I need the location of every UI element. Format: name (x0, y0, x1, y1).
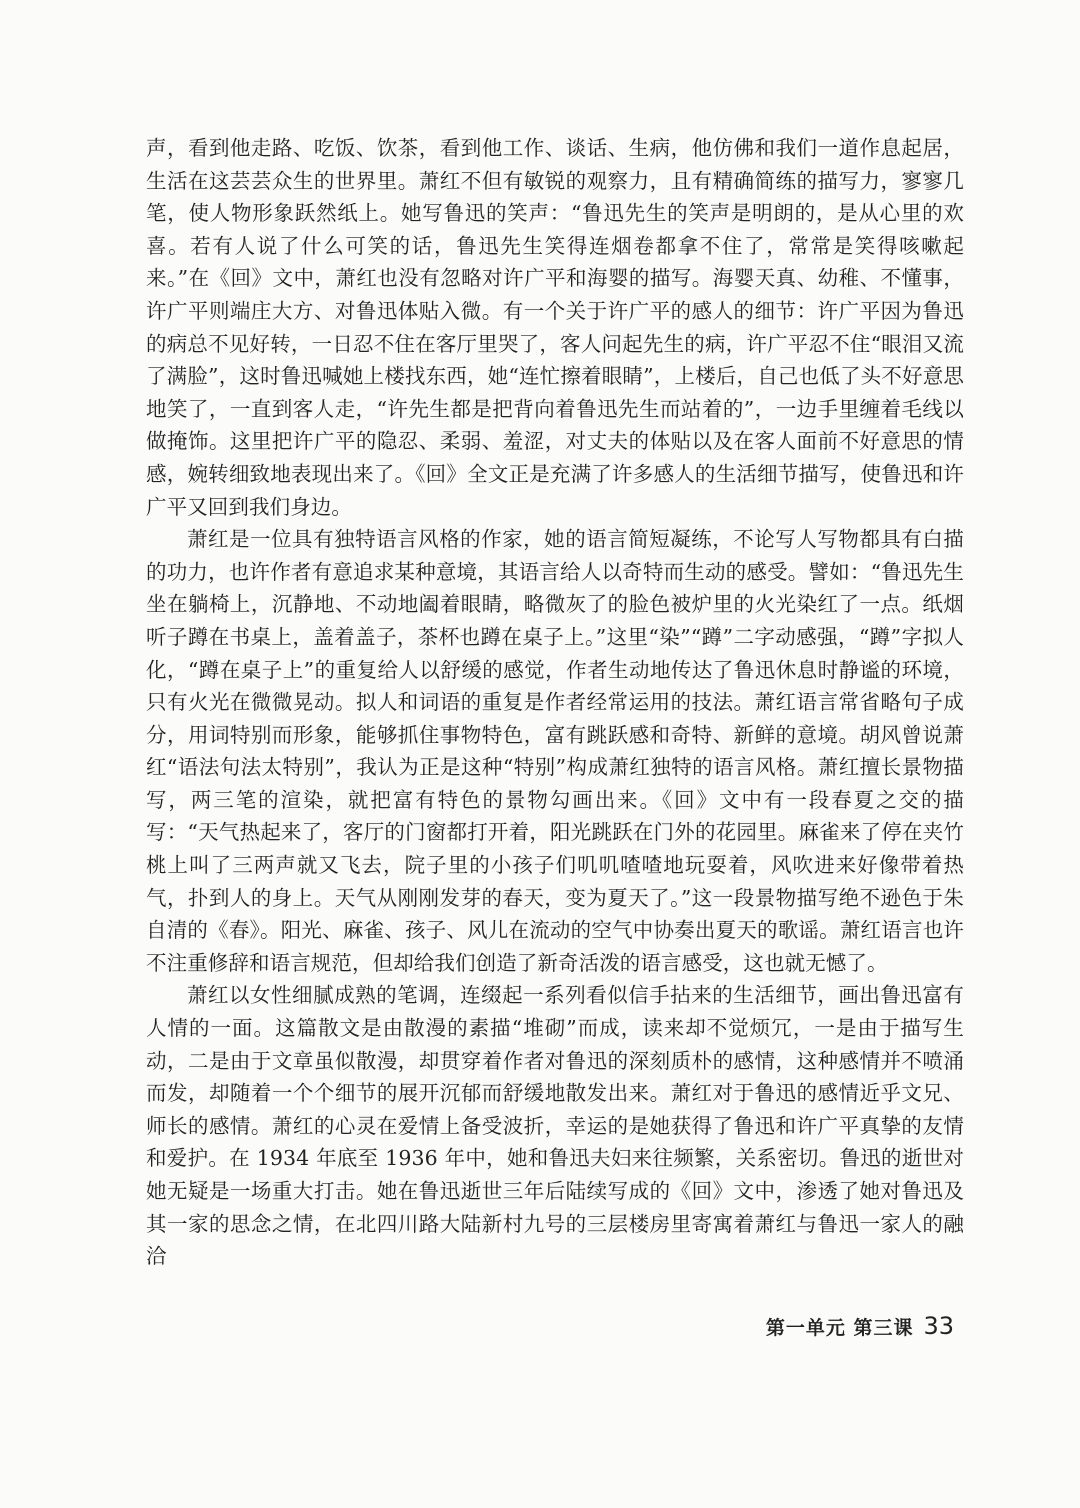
unit-lesson-label: 第一单元 第三课 (765, 1317, 914, 1339)
page-number: 33 (923, 1312, 954, 1340)
paragraph-2: 萧红是一位具有独特语言风格的作家，她的语言简短凝练，不论写人写物都具有白描的功力，也许作者有意追求某种意境，其语言给人以奇特而生动的感受。譬如：“鲁迅先生坐在躺椅上，沉静地、不动地阖着眼睛，略微灰了的脸色被炉里的火光染红了一点。纸烟听子蹲在书桌上，盖着盖子，茶杯也蹲在桌子上。”这里“染”“蹲”二字动感强，“蹲”字拟人化，“蹲在桌子上”的重复给人以舒缓的感觉，作者生动地传达了鲁迅休息时静谧的环境，只有火光在微微晃动。拟人和词语的重复是作者经常运用的技法。萧红语言常省略句子成分，用词特别而形象，能够抓住事物特色，富有跳跃感和奇特、新鲜的意境。胡风曾说萧红“语法句法太特别”，我认为正是这种“特别”构成萧红独特的语言风格。萧红擅长景物描写，两三笔的渲染，就把富有特色的景物勾画出来。《回》文中有一段春夏之交的描写：“天气热起来了，客厅的门窗都打开着，阳光跳跃在门外的花园里。麻雀来了停在夹竹桃上叫了三两声就又飞去，院子里的小孩子们叽叽喳喳地玩耍着，风吹进来好像带着热气，扑到人的身上。天气从刚刚发芽的春天，变为夏天了。”这一段景物描写绝不逊色于朱自清的《春》。阳光、麻雀、孩子、风儿在流动的空气中协奏出夏天的歌谣。萧红语言也许不注重修辞和语言规范，但却给我们创造了新奇活泼的语言感受，这也就无憾了。 (146, 527, 964, 975)
paragraph-1: 声，看到他走路、吃饭、饮茶，看到他工作、谈话、生病，他仿佛和我们一道作息起居，生活在这芸芸众生的世界里。萧红不但有敏锐的观察力，且有精确简练的描写力，寥寥几笔，使人物形象跃然纸上。她写鲁迅的笑声：“鲁迅先生的笑声是明朗的，是从心里的欢喜。若有人说了什么可笑的话，鲁迅先生笑得连烟卷都拿不住了，常常是笑得咳嗽起来。”在《回》文中，萧红也没有忽略对许广平和海婴的描写。海婴天真、幼稚、不懂事，许广平则端庄大方、对鲁迅体贴入微。有一个关于许广平的感人的细节：许广平因为鲁迅的病总不见好转，一日忍不住在客厅里哭了，客人问起先生的病，许广平忍不住“眼泪又流了满脸”，这时鲁迅喊她上楼找东西，她“连忙擦着眼睛”，上楼后，自己也低了头不好意思地笑了，一直到客人走，“许先生都是把背向着鲁迅先生而站着的”，一边手里缠着毛线以做掩饰。这里把许广平的隐忍、柔弱、羞涩，对丈夫的体贴以及在客人面前不好意思的情感，婉转细致地表现出来了。《回》全文正是充满了许多感人的生活细节描写，使鲁迅和许广平又回到我们身边。 (146, 136, 964, 519)
page-footer (766, 1312, 954, 1340)
paragraph-3: 萧红以女性细腻成熟的笔调，连缀起一系列看似信手拈来的生活细节，画出鲁迅富有人情的一面。这篇散文是由散漫的素描“堆砌”而成，读来却不觉烦冗，一是由于描写生动，二是由于文章虽似散漫，却贯穿着作者对鲁迅的深刻质朴的感情，这种感情并不喷涌而发，却随着一个个细节的展开沉郁而舒缓地散发出来。萧红对于鲁迅的感情近乎文兄、师长的感情。萧红的心灵在爱情上备受波折，幸运的是她获得了鲁迅和许广平真挚的友情和爱护。在 1934 年底至 1936 年中，她和鲁迅夫妇来往频繁，关系密切。鲁迅的逝世对她无疑是一场重大打击。她在鲁迅逝世三年后陆续写成的《回》文中，渗透了她对鲁迅及其一家的思念之情，在北四川路大陆新村九号的三层楼房里寄寓着萧红与鲁迅一家人的融洽 (146, 983, 964, 1269)
body-text (146, 132, 964, 1273)
